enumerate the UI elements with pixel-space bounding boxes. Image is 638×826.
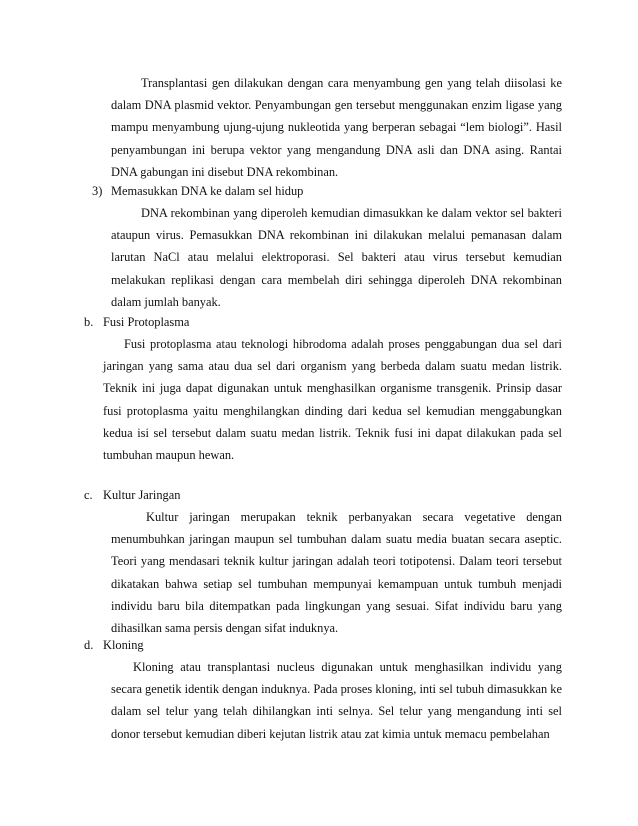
section-d-heading [84, 634, 384, 656]
paragraph-transplantasi [111, 72, 562, 183]
paragraph-kloning [111, 656, 562, 745]
section-c-heading [84, 484, 384, 506]
step-3-marker: 3) [92, 184, 103, 198]
paragraph-kultur-jaringan [111, 506, 562, 639]
paragraph-memasukkan-dna [111, 202, 562, 313]
section-d-marker: d. [84, 638, 94, 652]
section-b-marker: b. [84, 315, 94, 329]
section-b-heading [84, 311, 384, 333]
paragraph-memasukkan-dna-text: DNA rekombinan yang diperoleh kemudian dimasukkan ke dalam vektor sel bakteri ataupun virus. Pemasukkan DNA rekombinan ini dilakukan melalui pemanasan dalam larutan NaCl atau melalui elektroporasi. Sel bakteri atau virus tersebut kemudian melakukan replikasi dengan cara membelah diri sehingga diperoleh DNA rekombinan dalam jumlah banyak. [111, 206, 562, 309]
paragraph-transplantasi-text: Transplantasi gen dilakukan dengan cara menyambung gen yang telah diisolasi ke dalam DNA plasmid vektor. Penyambungan gen tersebut menggunakan enzim ligase yang mampu menyambung ujung-ujung nukleotida yang berperan sebagai “lem biologi”. Hasil penyambungan ini berupa vektor yang mengandung DNA asli dan DNA asing. Rantai DNA gabungan ini disebut DNA rekombinan. [111, 76, 562, 179]
section-d-title: Kloning [103, 638, 144, 652]
section-c-marker: c. [84, 488, 93, 502]
section-c-title: Kultur Jaringan [103, 488, 181, 502]
paragraph-fusi-protoplasma [103, 333, 562, 466]
step-3-title: Memasukkan DNA ke dalam sel hidup [111, 184, 304, 198]
step-3-heading [92, 180, 392, 202]
section-b-title: Fusi Protoplasma [103, 315, 190, 329]
paragraph-kloning-text: Kloning atau transplantasi nucleus digunakan untuk menghasilkan individu yang secara genetik identik dengan induknya. Pada proses kloning, inti sel tubuh dimasukkan ke dalam sel telur yang telah dihilangkan inti selnya. Sel telur yang mengandung inti sel donor tersebut kemudian diberi kejutan listrik atau zat kimia untuk memacu pembelahan [111, 660, 562, 741]
paragraph-kultur-jaringan-text: Kultur jaringan merupakan teknik perbanyakan secara vegetative dengan menumbuhkan jaringan maupun sel tumbuhan dalam suatu media buatan secara aseptic. Teori yang mendasari teknik kultur jaringan adalah teori totipotensi. Dalam teori tersebut dikatakan bahwa setiap sel tumbuhan mempunyai kemampuan untuk tumbuh menjadi individu baru bila ditempatkan pada lingkungan yang sesuai. Sifat individu baru yang dihasilkan sama persis dengan sifat induknya. [111, 510, 562, 636]
paragraph-fusi-protoplasma-text: Fusi protoplasma atau teknologi hibrodoma adalah proses penggabungan dua sel dari jaringan yang sama atau dua sel dari organism yang berbeda dalam suatu medan listrik. Teknik ini juga dapat digunakan untuk menghasilkan organisme transgenik. Prinsip dasar fusi protoplasma yaitu menghilangkan dinding dari kedua sel kemudian menggabungkan kedua isi sel tersebut dalam suatu medan listrik. Teknik fusi ini dapat dilakukan pada sel tumbuhan maupun hewan. [103, 337, 562, 463]
